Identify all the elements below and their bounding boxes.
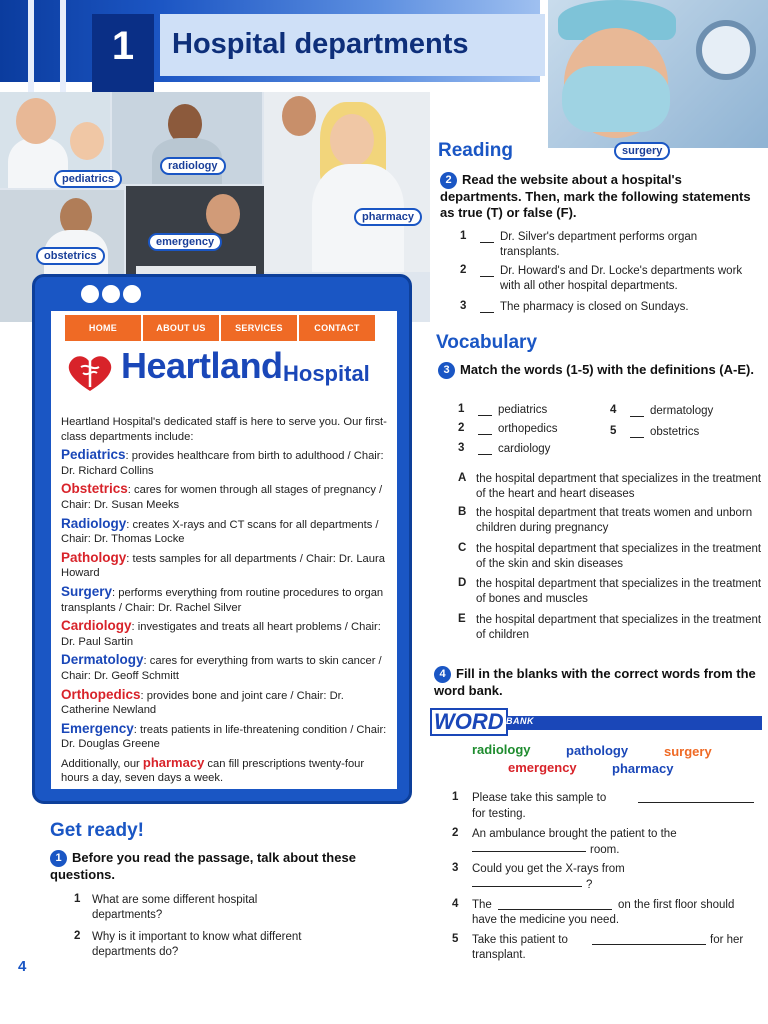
answer-blank[interactable] (630, 406, 644, 417)
window-dots (81, 285, 144, 308)
step-number: 4 (434, 666, 451, 683)
website-closing (61, 756, 393, 786)
surgery-photo (548, 0, 768, 148)
page-title: Hospital departments (160, 14, 545, 76)
vocab-word: pediatrics (498, 404, 548, 416)
website-window (32, 274, 412, 804)
dept-name: Obstetrics (61, 481, 128, 497)
dept-name: Emergency (61, 720, 134, 736)
definition-letter: D (458, 577, 467, 589)
photo-label-radiology: radiology (160, 157, 226, 175)
fill-blank[interactable] (472, 876, 582, 887)
definition-text: the hospital department that specializes in the treatment of the skin and skin diseases (476, 543, 762, 570)
surgical-mask (562, 66, 670, 132)
item-number: 3 (460, 300, 467, 312)
word-number: 2 (458, 422, 465, 434)
window-dot (81, 285, 99, 303)
website-nav (65, 315, 385, 341)
sentence-text: room. (590, 844, 620, 856)
question-text: What are some different hospital departments? (92, 894, 258, 921)
dept-text: treats patients in life-threatening condition / Chair: Dr. Douglas Greene (61, 723, 387, 751)
dept-name: Dermatology (61, 652, 144, 668)
dept-name: Cardiology (61, 618, 132, 634)
pharmacy-photo (264, 92, 430, 272)
step-number: 1 (50, 850, 67, 867)
dept-orthopedics: Orthopedics: provides bone and joint care / Chair: Dr. Catherine Newland (61, 686, 344, 717)
window-dot (102, 285, 120, 303)
photo-label-obstetrics: obstetrics (36, 247, 105, 265)
dept-surgery: Surgery: performs everything from routine procedures to organ transplants / Chair: Dr. Rachel Silver (61, 583, 384, 614)
reading-title: Reading (438, 140, 513, 161)
vocabulary-instruction (438, 362, 760, 379)
fill-blanks-instruction (434, 666, 760, 699)
heart-caduceus-logo-icon (65, 353, 115, 393)
get-ready-title: Get ready! (50, 820, 144, 841)
dept-pediatrics: Pediatrics: provides healthcare from birth to adulthood / Chair: Dr. Richard Collins (61, 447, 384, 477)
definition-text: the hospital department that treats women and unborn children during pregnancy (476, 507, 753, 534)
word-bank-item: pathology (566, 743, 629, 758)
sentence-text: Take this patient to (472, 934, 568, 946)
word-number: 5 (610, 425, 617, 437)
nav-contact[interactable]: CONTACT (299, 315, 375, 341)
dept-radiology: Radiology: creates X-rays and CT scans for all departments / Chair: Dr. Thomas Locke (61, 515, 379, 546)
dept-text: cares for women through all stages of pregnancy / Chair: Dr. Susan Meeks (61, 484, 383, 511)
dept-cardiology: Cardiology: investigates and treats all heart problems / Chair: Dr. Paul Sartin (61, 618, 381, 648)
definition-letter: E (458, 613, 466, 625)
answer-blank[interactable] (630, 427, 644, 438)
get-ready-instruction (50, 850, 380, 883)
vocab-word: cardiology (498, 443, 551, 455)
definition-text: the hospital department that specializes in the treatment of the heart and heart diseases (476, 473, 762, 500)
definition-text: the hospital department that specializes in the treatment of children (476, 614, 762, 641)
dept-name: Orthopedics (61, 686, 141, 702)
photo-label-surgery: surgery (614, 142, 670, 160)
word-bank-item: emergency (508, 760, 577, 775)
statement-text: Dr. Silver's department performs organ transplants. (500, 231, 698, 258)
closing-highlight: pharmacy (142, 754, 205, 770)
sentence-text: Please take this sample to (472, 792, 607, 804)
word-bank-sub: BANK (506, 716, 534, 726)
question-number: 1 (74, 893, 81, 905)
sentence-number: 4 (452, 898, 459, 910)
website-content (51, 311, 397, 789)
word-bank-item: pharmacy (612, 761, 674, 776)
instruction-text: Read the website about a hospital's departments. Then, mark the following statements as true (T) or false (F). (440, 172, 751, 221)
statement-text: The pharmacy is closed on Sundays. (500, 301, 689, 313)
header-stripe (60, 0, 66, 96)
hospital-name-sub: Hospital (283, 361, 370, 386)
hospital-name: Heartland (121, 345, 283, 386)
closing-text: can fill prescriptions twenty-four hours a day, seven days a week. (61, 757, 365, 785)
surgical-lamp (696, 20, 756, 80)
sentence-number: 1 (452, 791, 459, 803)
dept-text: provides healthcare from birth to adulthood / Chair: Dr. Richard Collins (61, 450, 384, 477)
step-number: 2 (440, 172, 457, 189)
fill-blank[interactable] (472, 841, 586, 852)
sentence-text: for testing. (472, 808, 526, 820)
word-bank-item: surgery (664, 744, 712, 759)
nav-home[interactable]: HOME (65, 315, 141, 341)
window-dot (123, 285, 141, 303)
answer-blank[interactable] (478, 405, 492, 416)
nav-services[interactable]: SERVICES (221, 315, 297, 341)
answer-blank[interactable] (478, 444, 492, 455)
dept-name: Radiology (61, 515, 127, 531)
dept-pathology: Pathology: tests samples for all departments / Chair: Dr. Laura Howard (61, 549, 385, 580)
sentence-number: 3 (452, 862, 459, 874)
photo-label-pediatrics: pediatrics (54, 170, 122, 188)
nav-about-us[interactable]: ABOUT US (143, 315, 219, 341)
item-number: 1 (460, 230, 467, 242)
answer-blank[interactable] (480, 232, 494, 243)
dept-emergency: Emergency: treats patients in life-threatening condition / Chair: Dr. Douglas Greene (61, 720, 387, 751)
page-number: 4 (18, 958, 27, 975)
dept-name: Pediatrics (61, 447, 126, 463)
website-body (61, 415, 393, 790)
dept-text: provides bone and joint care / Chair: Dr. Catherine Newland (61, 689, 344, 717)
header-stripe (28, 0, 34, 96)
item-number: 2 (460, 264, 467, 276)
step-number: 3 (438, 362, 455, 379)
reading-instruction (440, 172, 756, 221)
vocab-word: obstetrics (650, 426, 700, 438)
statement-text: Dr. Howard's and Dr. Locke's departments work with all other hospital departments. (500, 265, 743, 292)
answer-blank[interactable] (480, 266, 494, 277)
dept-name: Pathology (61, 549, 127, 565)
dept-text: cares for everything from warts to skin cancer / Chair: Dr. Geoff Schmitt (61, 655, 382, 682)
sentence-text: on the first floor should have the medicine you need. (472, 899, 735, 926)
vocab-word: orthopedics (498, 423, 558, 435)
word-bank-logo (430, 708, 509, 738)
definition-letter: A (458, 472, 467, 484)
instruction-text: Before you read the passage, talk about these questions. (50, 850, 356, 883)
vocabulary-title: Vocabulary (436, 332, 538, 353)
definition-letter: C (458, 542, 467, 554)
answer-blank[interactable] (478, 424, 492, 435)
website-intro: Heartland Hospital's dedicated staff is here to serve you. Our first-class departments include: (61, 416, 387, 443)
question-number: 2 (74, 930, 81, 942)
instruction-text: Match the words (1-5) with the definitions (A-E). (460, 362, 754, 377)
question-text: Why is it important to know what different departments do? (92, 931, 302, 958)
word-bank-item: radiology (472, 742, 531, 757)
sentence-text: The (472, 899, 492, 911)
sentence-text: An ambulance brought the patient to the (472, 828, 677, 840)
word-bank-title: WORD (430, 708, 508, 736)
vocab-word: dermatology (650, 405, 714, 417)
definition-letter: B (458, 506, 467, 518)
word-number: 4 (610, 404, 617, 416)
instruction-text: Fill in the blanks with the correct words from the word bank. (434, 666, 756, 699)
closing-text: Additionally, our (61, 757, 140, 770)
dept-text: performs everything from routine procedures to organ transplants / Chair: Dr. Rachel Silver (61, 586, 384, 614)
fill-blank[interactable] (638, 792, 754, 803)
dept-text: investigates and treats all heart problems / Chair: Dr. Paul Sartin (61, 621, 381, 648)
sentence-number: 2 (452, 827, 459, 839)
dept-text: tests samples for all departments / Chair: Dr. Laura Howard (61, 552, 385, 580)
definition-text: the hospital department that specializes in the treatment of bones and muscles (476, 578, 762, 605)
sentence-number: 5 (452, 933, 459, 945)
dept-name: Surgery (61, 583, 113, 599)
answer-blank[interactable] (480, 302, 494, 313)
sentence-text: Could you get the X-rays from (472, 863, 625, 875)
dept-obstetrics: Obstetrics: cares for women through all stages of pregnancy / Chair: Dr. Susan Meeks (61, 481, 383, 511)
unit-number: 1 (92, 14, 154, 92)
photo-label-pharmacy: pharmacy (354, 208, 422, 226)
photo-label-emergency: emergency (148, 233, 222, 251)
word-number: 1 (458, 403, 465, 415)
sentence-text: ? (586, 879, 593, 891)
sentence-text: for her transplant. (472, 934, 744, 961)
dept-dermatology: Dermatology: cares for everything from warts to skin cancer / Chair: Dr. Geoff Schmitt (61, 652, 382, 682)
dept-text: creates X-rays and CT scans for all departments / Chair: Dr. Thomas Locke (61, 518, 379, 546)
word-number: 3 (458, 442, 465, 454)
